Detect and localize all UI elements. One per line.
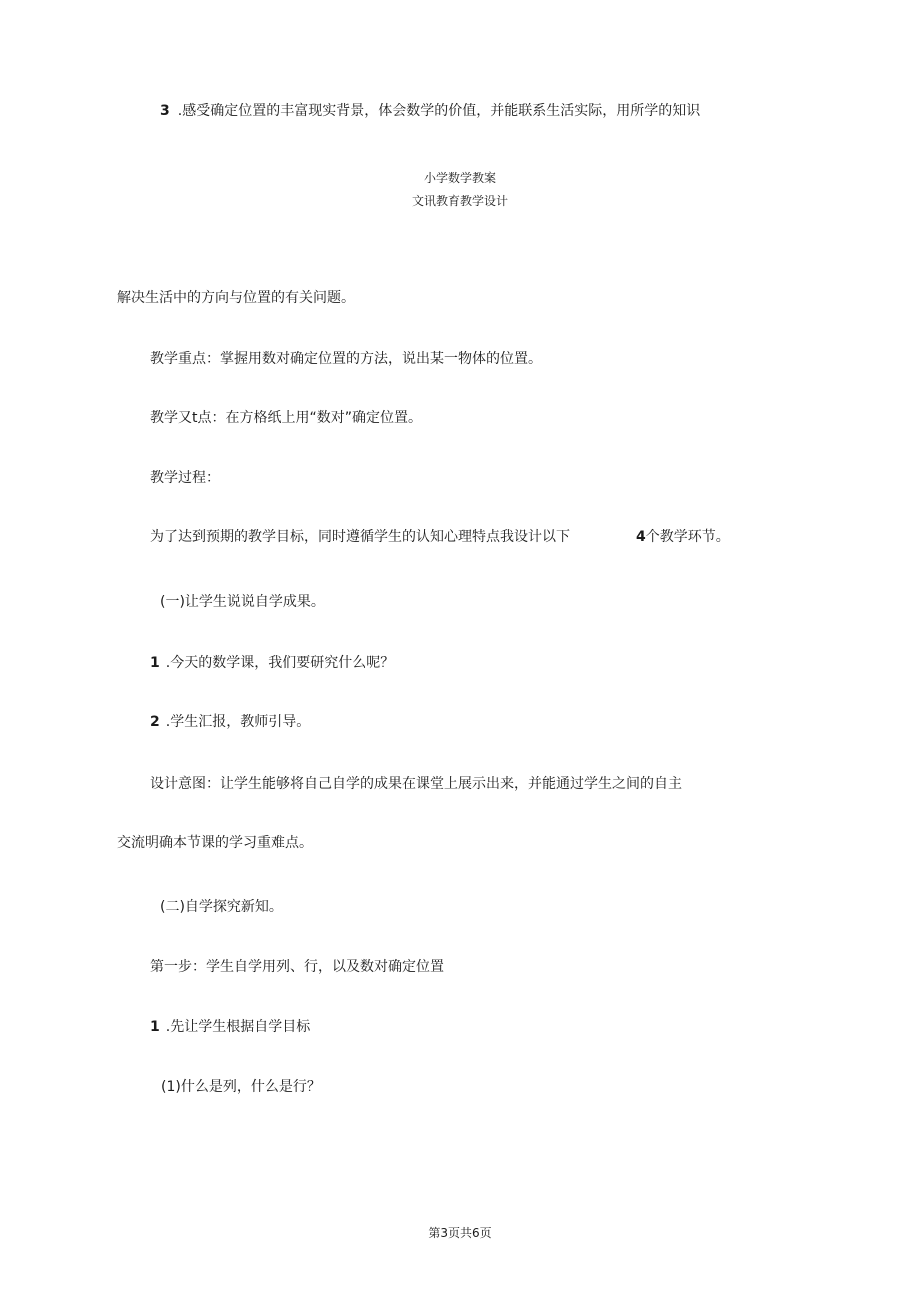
- section1-title: (一)让学生说说自学成果。: [160, 594, 325, 610]
- key-point: 教学重点：掌握用数对确定位置的方法，说出某一物体的位置。: [150, 351, 542, 367]
- process-heading: 教学过程：: [150, 470, 220, 486]
- design-intent-line2: 交流明确本节课的学习重难点。: [117, 835, 313, 851]
- design-intent-line1: 设计意图：让学生能够将自己自学的成果在课堂上展示出来，并能通过学生之间的自主: [150, 776, 682, 792]
- section2-title: (二)自学探究新知。: [160, 899, 283, 915]
- list-item: [150, 713, 310, 731]
- question1: (1)什么是列，什么是行？: [161, 1079, 321, 1095]
- process-intro-suffix: 个教学环节。: [645, 529, 730, 545]
- item-number: 2: [150, 714, 160, 730]
- item-number: 1: [150, 655, 160, 671]
- difficult-point: 教学又t点：在方格纸上用“数对”确定位置。: [150, 410, 422, 426]
- item-text: .先让学生根据自学目标: [165, 1019, 311, 1035]
- process-intro-number: 4: [636, 529, 646, 545]
- process-intro: [150, 528, 730, 546]
- item-text: .今天的数学课，我们要研究什么呢？: [165, 655, 395, 671]
- intro-text: .感受确定位置的丰富现实背景，体会数学的价值，并能联系生活实际，用所学的知识: [177, 103, 701, 119]
- item-text: .学生汇报，教师引导。: [165, 714, 311, 730]
- intro-number: 3: [160, 103, 170, 119]
- intro-line: [160, 102, 700, 120]
- doc-title: 小学数学教案: [423, 171, 496, 185]
- continuation-paragraph: 解决生活中的方向与位置的有关问题。: [117, 290, 355, 306]
- page-footer: 第3页共6页: [428, 1226, 492, 1240]
- item-number: 1: [150, 1019, 160, 1035]
- process-intro-text: 为了达到预期的教学目标，同时遵循学生的认知心理特点我设计以下: [150, 529, 570, 545]
- list-item: [150, 1018, 310, 1036]
- list-item: [150, 654, 394, 672]
- doc-subtitle: 文讯教育教学设计: [411, 194, 508, 208]
- step1: 第一步：学生自学用列、行，以及数对确定位置: [150, 959, 444, 975]
